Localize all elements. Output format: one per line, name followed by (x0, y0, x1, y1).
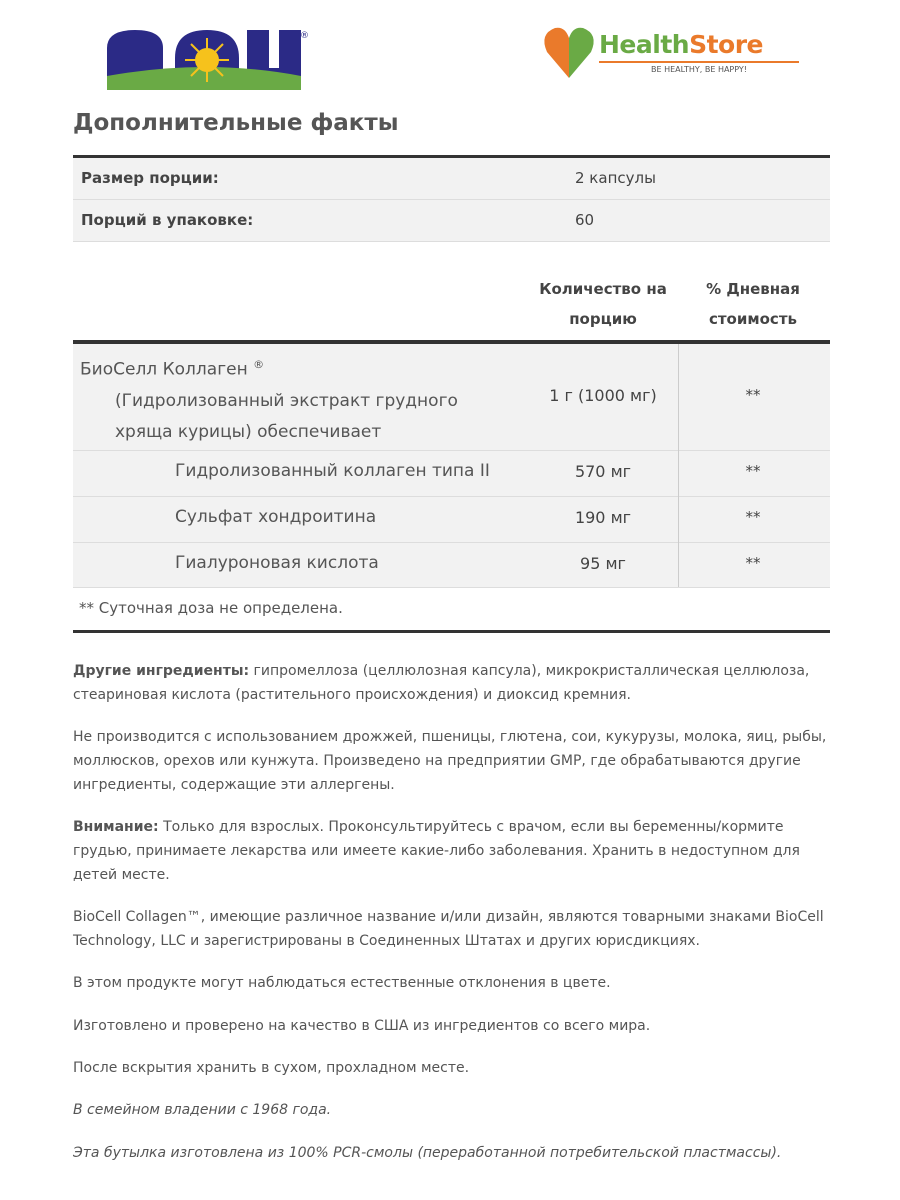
logo-text-store: Store (689, 30, 763, 59)
trademark-note: BioCell Collagen™, имеющие различное название и/или дизайн, являются товарными знаками BioCell Technology, LLC и зарегистрированы в Соединенных Штатах и других юрисдикциях. (73, 909, 824, 949)
servings-label: Порций в упаковке: (81, 211, 254, 229)
ingredient-name: Гиалуроновая кислота (175, 553, 379, 573)
ingredient-description: (Гидролизованный экстракт грудного хряща курицы) обеспечивает (115, 390, 458, 442)
ingredient-name: Сульфат хондроитина (175, 507, 377, 527)
other-ingredients (73, 659, 833, 707)
ingredient-row (73, 497, 830, 543)
page-title: Дополнительные факты (73, 110, 399, 136)
allergen-statement: Не производится с использованием дрожжей, пшеницы, глютена, сои, кукурузы, молока, яиц, рыбы, моллюсков, орехов или кунжута. Произведено на предприятии GMP, где обрабатываются другие ингредиенты, содержащие эти аллергены. (73, 729, 827, 793)
warning (73, 815, 833, 887)
ingredient-dv: ** (745, 508, 761, 526)
logo-text-health: Health (599, 30, 690, 59)
warning-label: Внимание: (73, 819, 159, 835)
ingredient-row (73, 543, 830, 588)
family-note: В семейном владении с 1968 года. (73, 1102, 332, 1118)
other-ingredients-text: гипромеллоза (целлюлозная капсула), микрокристаллическая целлюлоза, стеариновая кислота (растительного происхождения) и диоксид кремния. (73, 663, 810, 703)
ingredient-name: БиоСелл Коллаген (80, 359, 248, 380)
made-note: Изготовлено и проверено на качество в США из ингредиентов со всего мира. (73, 1018, 651, 1034)
storage-note: После вскрытия хранить в сухом, прохладном месте. (73, 1060, 470, 1076)
ingredient-dv: ** (745, 462, 761, 480)
supplement-facts-table (73, 155, 830, 635)
healthstore-logo (543, 24, 803, 82)
ingredient-dv: ** (745, 386, 761, 404)
serving-size-value: 2 капсулы (575, 169, 656, 187)
now-logo (107, 28, 307, 90)
bottle-note: Эта бутылка изготовлена из 100% PCR-смолы (переработанной потребительской пластмассы). (73, 1145, 782, 1161)
ingredient-amount: 1 г (1000 мг) (549, 386, 657, 405)
logo-tagline: BE HEALTHY, BE HAPPY! (651, 65, 747, 74)
ingredient-row-biocell (73, 344, 830, 451)
servings-value: 60 (575, 211, 595, 229)
other-ingredients-label: Другие ингредиенты: (73, 663, 250, 679)
servings-per-container-row (73, 200, 830, 242)
ingredient-dv: ** (745, 554, 761, 572)
ingredient-amount: 190 мг (574, 508, 632, 527)
serving-size-label: Размер порции: (81, 169, 219, 187)
svg-text:®: ® (300, 31, 309, 41)
ingredient-amount: 95 мг (580, 554, 626, 573)
serving-size-row (73, 158, 830, 200)
footnote: ** Суточная доза не определена. (79, 599, 343, 617)
amount-header: Количество на порцию (539, 280, 667, 328)
registered-mark: ® (253, 358, 265, 371)
warning-text: Только для взрослых. Проконсультируйтесь с врачом, если вы беременны/кормите грудью, принимаете лекарства или имеете какие-либо заболевания. Хранить в недоступном для детей месте. (73, 819, 800, 883)
daily-value-header: % Дневная стоимость (706, 280, 800, 328)
ingredient-row (73, 451, 830, 497)
color-note: В этом продукте могут наблюдаться естественные отклонения в цвете. (73, 975, 611, 991)
ingredient-name: Гидролизованный коллаген типа II (175, 461, 490, 481)
ingredient-amount: 570 мг (574, 462, 632, 481)
